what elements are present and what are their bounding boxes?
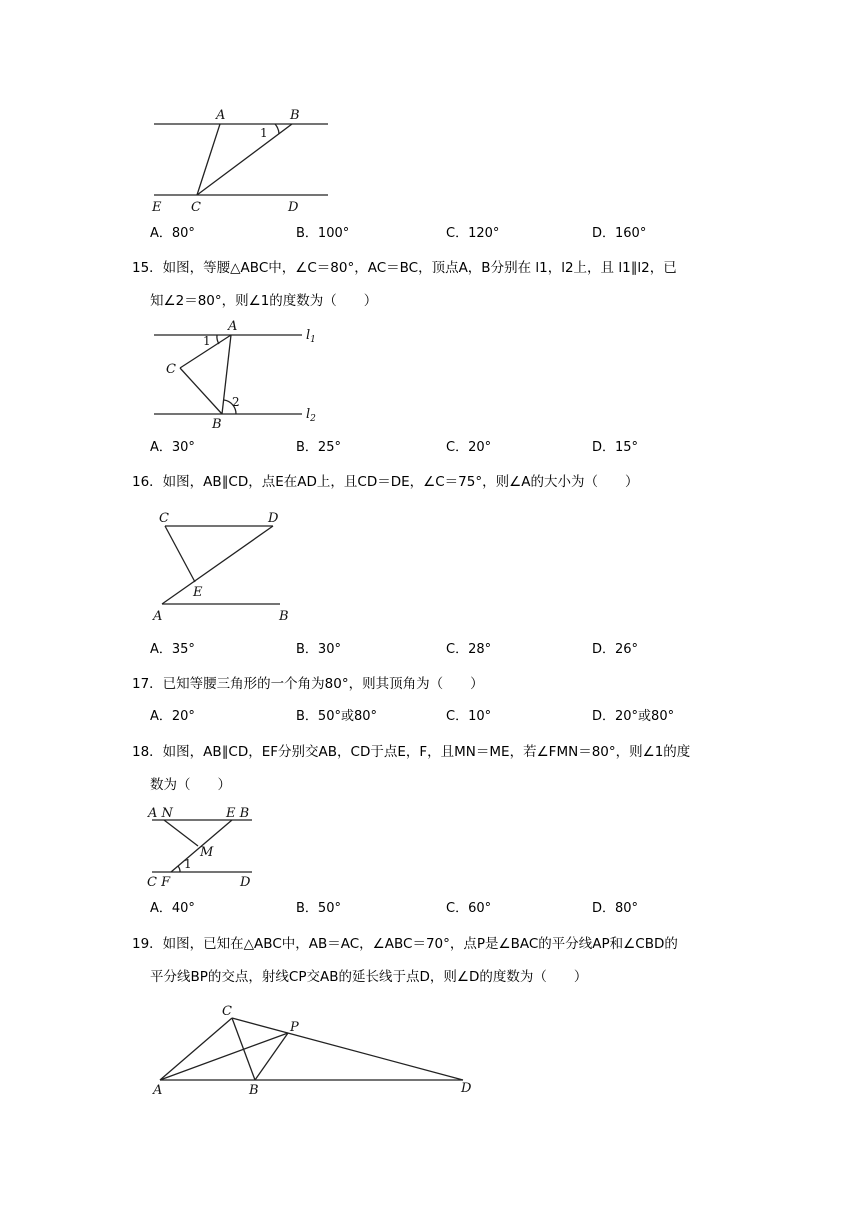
q14-label-d: D xyxy=(288,200,299,215)
q15-label-b: B xyxy=(212,417,222,432)
q14-label-e: E xyxy=(152,200,162,215)
q19-text-line2: 平分线BP的交点，射线CP交AB的延长线于点D，则∠D的度数为（ ） xyxy=(150,969,588,985)
q16-option-b[interactable]: B．30° xyxy=(296,642,341,657)
q19-label-d: D xyxy=(461,1081,472,1096)
q18-option-b[interactable]: B．50° xyxy=(296,901,341,916)
q16-label-a: A xyxy=(153,609,163,624)
q17-text-line1: 17．已知等腰三角形的一个角为80°，则其顶角为（ ） xyxy=(132,676,484,692)
q15-figure xyxy=(140,318,340,430)
q18-option-d[interactable]: D．80° xyxy=(592,901,639,916)
q14-segment-bc xyxy=(197,124,292,195)
q18-label-eb: E B xyxy=(226,806,250,821)
q18-label-an: A N xyxy=(148,806,173,821)
q15-label-angle-2: 2 xyxy=(232,395,240,409)
q16-label-d: D xyxy=(268,511,279,526)
q15-option-b[interactable]: B．25° xyxy=(296,440,341,455)
q15-text-line1: 15．如图，等腰△ABC中，∠C＝80°，AC＝BC，顶点A，B分别在 l1，l2上，且 l1∥l2，已 xyxy=(132,260,677,276)
q18-option-c[interactable]: C．60° xyxy=(446,901,492,916)
q14-option-c[interactable]: C．120° xyxy=(446,226,500,241)
q18-label-d: D xyxy=(240,875,251,890)
q19-label-p: P xyxy=(290,1020,299,1035)
q18-text-line1: 18．如图，AB∥CD，EF分别交AB，CD于点E，F，且MN＝ME，若∠FMN＝80°，则∠1的度 xyxy=(132,744,691,760)
q15-angle-1-arc xyxy=(217,335,219,344)
q16-segment-da xyxy=(162,526,273,604)
q18-figure xyxy=(140,802,270,890)
q14-label-a: A xyxy=(216,108,226,123)
q15-text-line2: 知∠2＝80°，则∠1的度数为（ ） xyxy=(150,293,378,309)
q19-segment-cd xyxy=(232,1018,463,1080)
q16-segment-ce xyxy=(165,526,195,582)
q18-label-m: M xyxy=(200,845,214,860)
q17-option-a[interactable]: A．20° xyxy=(150,709,195,724)
q14-label-angle-1: 1 xyxy=(260,126,268,140)
q15-label-c: C xyxy=(166,362,176,377)
q17-option-b[interactable]: B．50°或80° xyxy=(296,709,378,724)
q14-label-c: C xyxy=(191,200,201,215)
q19-segment-ac xyxy=(160,1018,232,1080)
q14-segment-ac xyxy=(197,124,220,195)
q16-figure xyxy=(140,500,310,624)
q16-option-a[interactable]: A．35° xyxy=(150,642,195,657)
q15-label-angle-1: 1 xyxy=(203,334,211,348)
q18-segment-nm xyxy=(164,820,198,846)
q18-text-line2: 数为（ ） xyxy=(150,777,231,793)
q14-label-b: B xyxy=(290,108,300,123)
q16-text-line1: 16．如图，AB∥CD，点E在AD上，且CD＝DE，∠C＝75°，则∠A的大小为（ ） xyxy=(132,474,639,490)
q16-label-b: B xyxy=(279,609,289,624)
q17-option-d[interactable]: D．20°或80° xyxy=(592,709,675,724)
q19-label-c: C xyxy=(222,1004,232,1019)
q15-option-c[interactable]: C．20° xyxy=(446,440,492,455)
q18-label-angle-1: 1 xyxy=(184,857,192,871)
q14-option-d[interactable]: D．160° xyxy=(592,226,647,241)
q15-label-l1: $l_1$ xyxy=(306,328,316,345)
q18-label-cf: C F xyxy=(147,875,171,890)
q19-segment-bp xyxy=(255,1033,288,1080)
q14-option-b[interactable]: B．100° xyxy=(296,226,350,241)
q16-option-c[interactable]: C．28° xyxy=(446,642,492,657)
q15-segment-cb xyxy=(180,368,222,414)
q16-label-e: E xyxy=(193,585,203,600)
q15-option-d[interactable]: D．15° xyxy=(592,440,639,455)
q17-option-c[interactable]: C．10° xyxy=(446,709,492,724)
q15-option-a[interactable]: A．30° xyxy=(150,440,195,455)
q15-label-a: A xyxy=(228,319,238,334)
q19-label-b: B xyxy=(249,1083,259,1098)
q19-text-line1: 19．如图，已知在△ABC中，AB＝AC，∠ABC＝70°，点P是∠BAC的平分线AP和∠CBD的 xyxy=(132,936,678,952)
q19-label-a: A xyxy=(153,1083,163,1098)
q19-figure xyxy=(145,1000,485,1100)
q19-segment-ap xyxy=(160,1033,288,1080)
q14-figure xyxy=(140,100,350,218)
q15-label-l2: $l_2$ xyxy=(306,407,316,424)
q16-option-d[interactable]: D．26° xyxy=(592,642,639,657)
q18-angle-1-arc xyxy=(178,866,180,872)
q14-angle-1-arc xyxy=(275,124,279,134)
q16-label-c: C xyxy=(159,511,169,526)
q14-option-a[interactable]: A．80° xyxy=(150,226,195,241)
q18-option-a[interactable]: A．40° xyxy=(150,901,195,916)
